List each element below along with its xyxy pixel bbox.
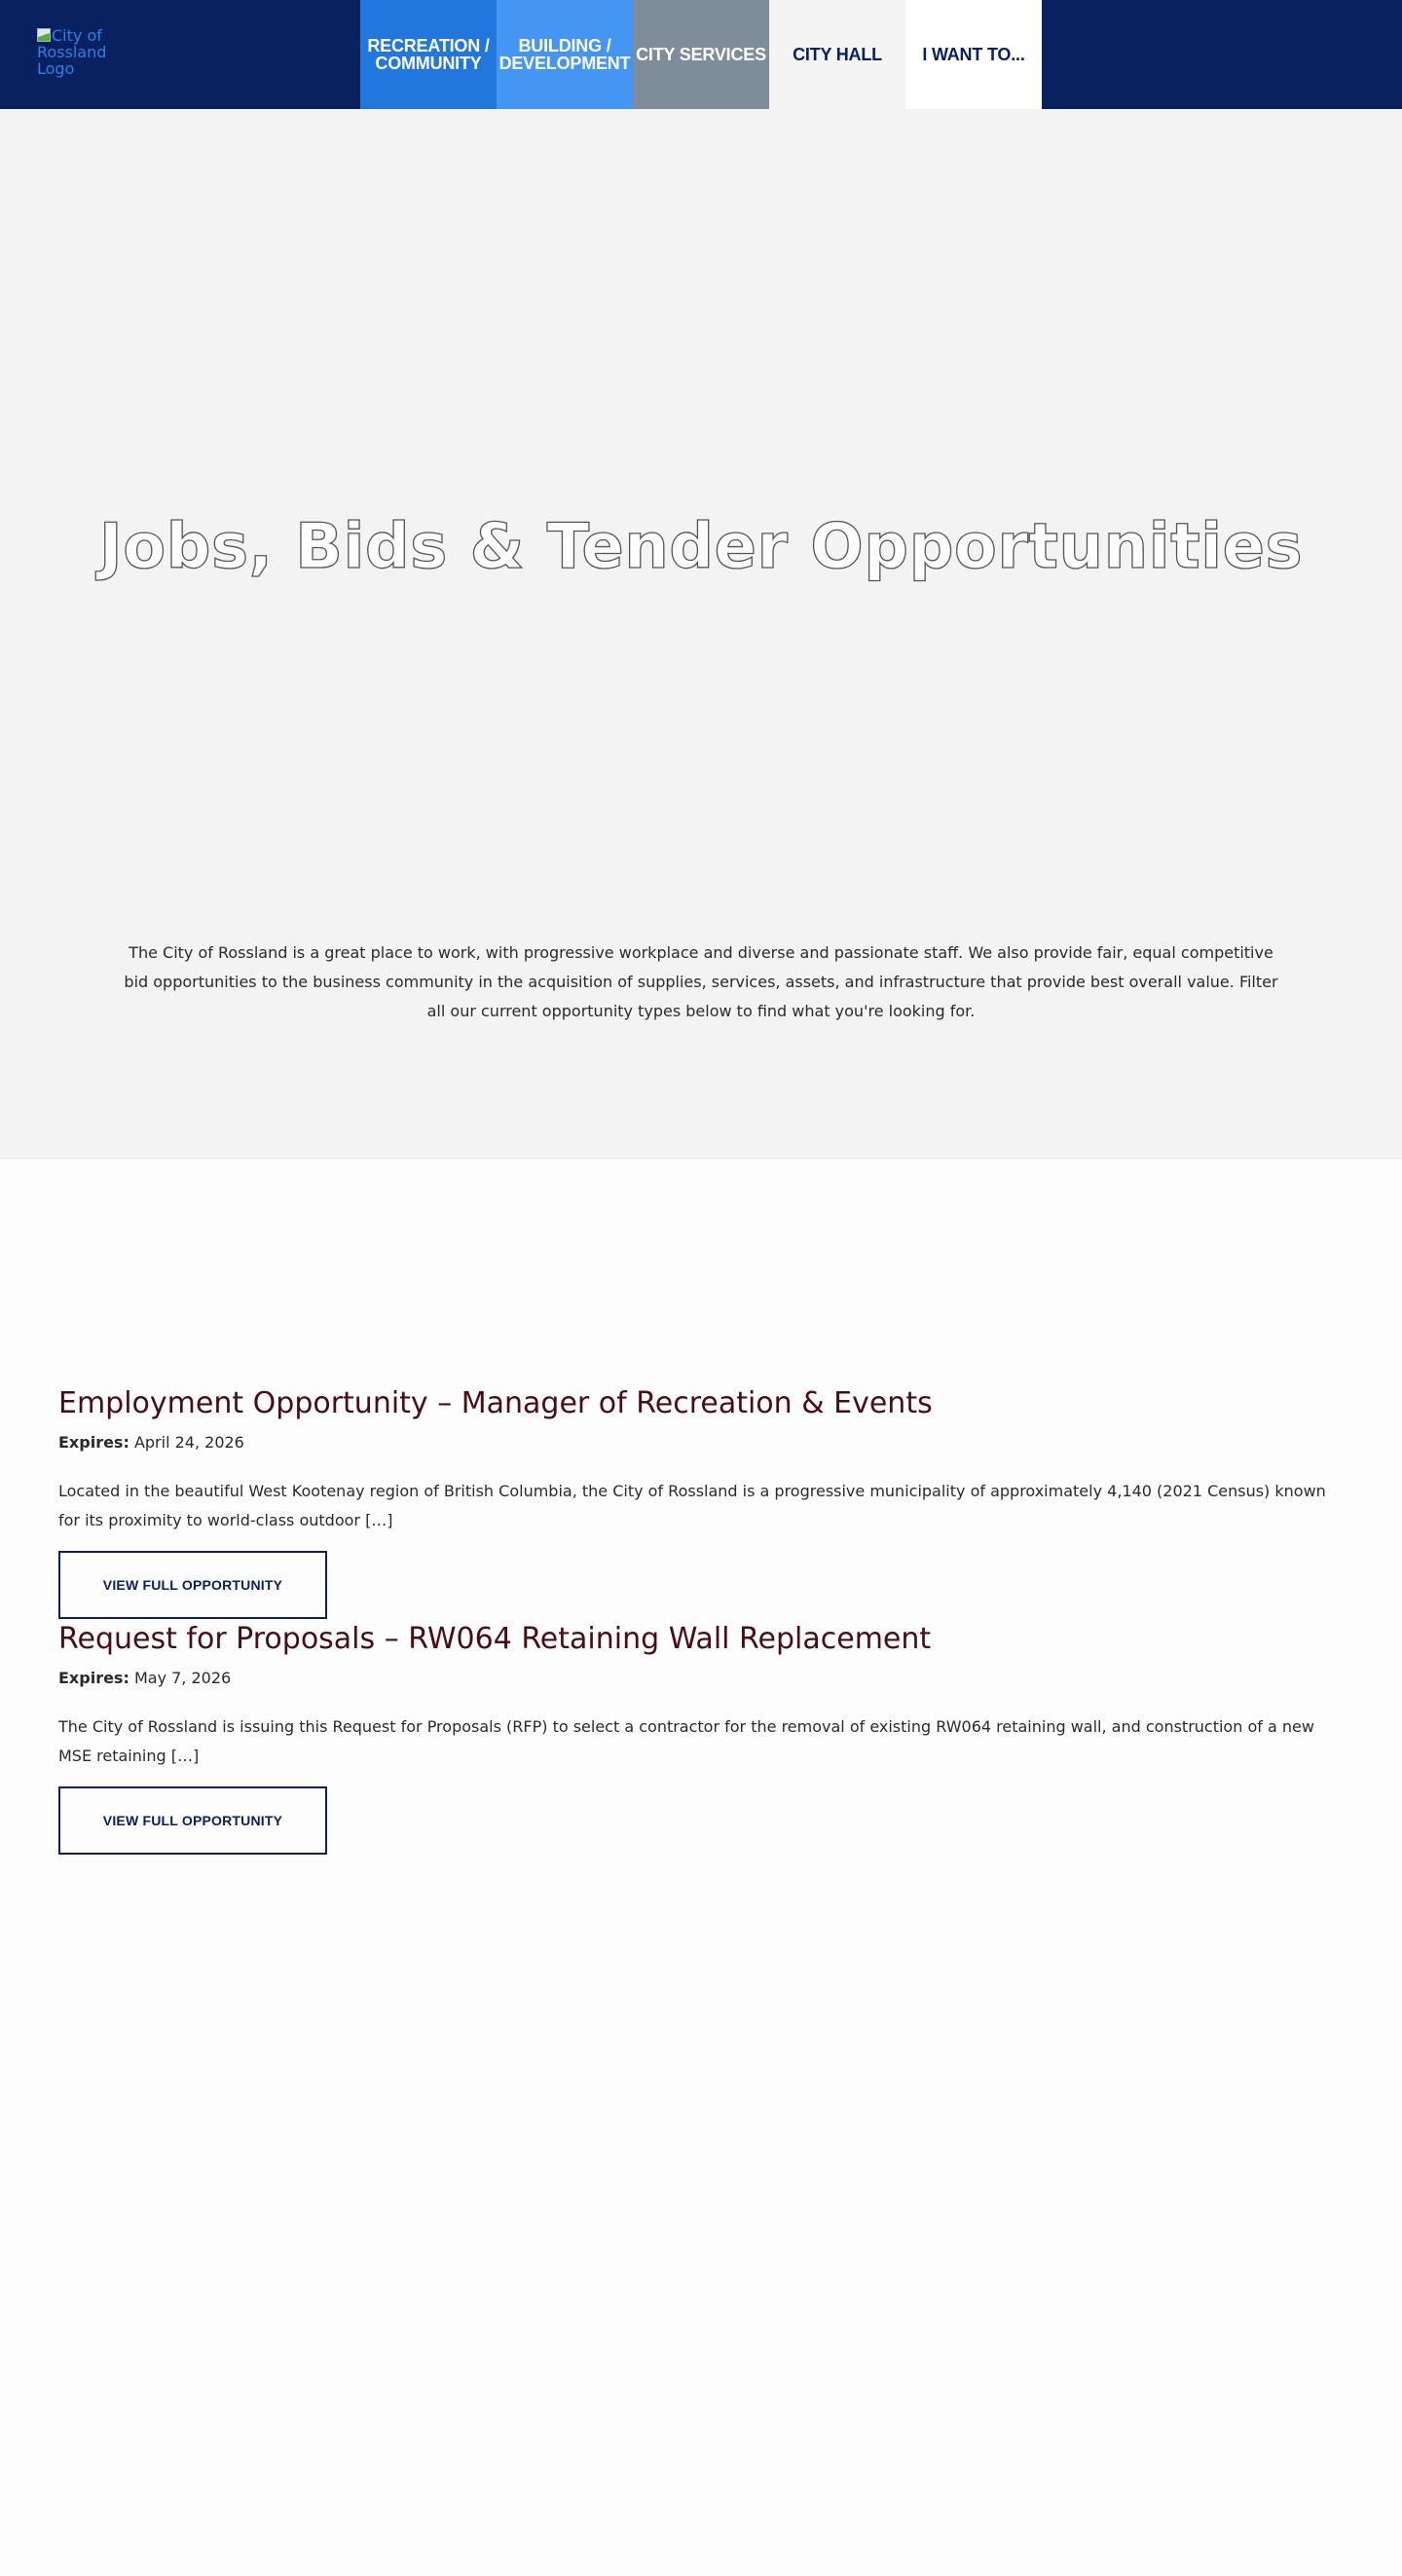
- expires-label: Expires:: [58, 1433, 129, 1452]
- nav-item-city-hall[interactable]: [769, 0, 905, 109]
- nav-item-building-development[interactable]: [497, 0, 633, 109]
- nav-item-label: BUILDING / DEVELOPMENT: [498, 36, 631, 73]
- main-nav: [360, 0, 1042, 109]
- opportunity-expiry: [58, 1668, 1344, 1689]
- view-full-opportunity-button[interactable]: VIEW FULL OPPORTUNITY: [58, 1551, 327, 1619]
- opportunity-title-link[interactable]: Employment Opportunity – Manager of Recreation & Events: [58, 1386, 933, 1420]
- opportunity-excerpt: The City of Rossland is issuing this Request for Proposals (RFP) to select a contractor for the removal of existing RW064 retaining wall, and construction of a new MSE retaining […]: [58, 1717, 1314, 1765]
- opportunity-listings: [0, 1159, 1402, 2576]
- nav-item-city-services[interactable]: [633, 0, 769, 109]
- opportunity-title-link[interactable]: Request for Proposals – RW064 Retaining Wall Replacement: [58, 1622, 932, 1656]
- hero-intro-text: The City of Rossland is a great place to work, with progressive workplace and diverse and passionate staff. We also provide fair, equal competitive bid opportunities to the business community in the acquisition of supplies, services, assets, and infrastructure that provide best overall value. Filter all our current opportunity types below to find what you're looking for.: [124, 943, 1278, 1020]
- view-full-opportunity-button[interactable]: VIEW FULL OPPORTUNITY: [58, 1786, 327, 1855]
- opportunity-expiry: [58, 1432, 1344, 1454]
- opportunity-excerpt: Located in the beautiful West Kootenay region of British Columbia, the City of Rossland is a progressive municipality of approximately 4,140 (2021 Census) known for its proximity to world-class outdoor […]: [58, 1482, 1326, 1529]
- nav-item-label: CITY SERVICES: [636, 45, 766, 64]
- expires-date: May 7, 2026: [133, 1669, 232, 1687]
- nav-item-label: I WANT TO...: [922, 45, 1025, 64]
- expires-date: April 24, 2026: [133, 1433, 244, 1452]
- broken-image-icon: [37, 28, 51, 42]
- nav-item-i-want-to[interactable]: [905, 0, 1042, 109]
- expires-label: Expires:: [58, 1669, 129, 1687]
- opportunity-item: [58, 1383, 1344, 1619]
- opportunity-item: [58, 1619, 1344, 1855]
- logo-alt-text: City of Rossland Logo: [37, 26, 107, 78]
- page-title: Jobs, Bids & Tender Opportunities: [98, 511, 1304, 583]
- site-logo-link[interactable]: [37, 27, 125, 77]
- nav-item-label: RECREATION / COMMUNITY: [367, 36, 490, 73]
- nav-item-label: CITY HALL: [793, 45, 882, 64]
- nav-item-recreation-community[interactable]: [360, 0, 497, 109]
- site-header: [0, 0, 1402, 109]
- hero-section: [0, 109, 1402, 1159]
